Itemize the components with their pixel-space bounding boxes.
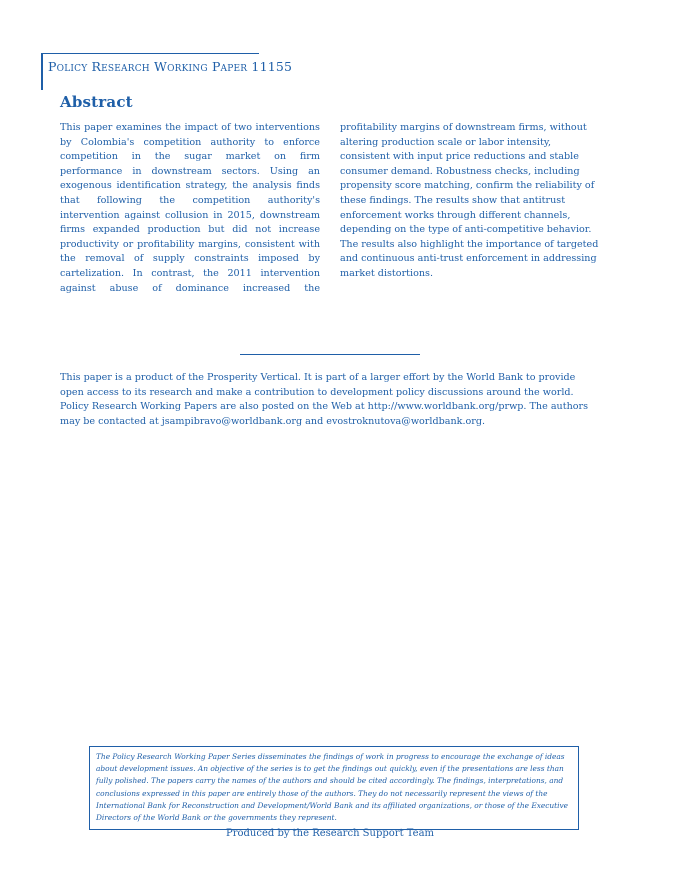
abstract-column-right: profitability margins of downstream firms, without altering production scale or labor intensity, consistent with input price reductions and stable consumer demand. Robustness checks, including propensity score matching, confirm the reliability of these findings. The results show that antitrust enforcement works through different channels, depending on the type of anti-competitive behavior. The results also highlight the importance of targeted and continuous anti-trust enforcement in addressing market distortions. bbox=[340, 122, 599, 279]
series-disclaimer: The Policy Research Working Paper Series disseminates the findings of work in progress to encourage the exchange of ideas about development issues. An objective of the series is to get the findings out quickly, even if the presentations are less than fully polished. The papers carry the names of the authors and should be cited accordingly. The findings, interpretations, and conclusions expressed in this paper are entirely those of the authors. They do not necessarily represent the views of the International Bank for Reconstruction and Development/World Bank and its affiliated organizations, or those of the Executive Directors of the World Bank or the governments they represent. bbox=[89, 746, 579, 830]
abstract-heading: Abstract bbox=[60, 93, 133, 111]
abstract-column-left: This paper examines the impact of two interventions by Colombia's competition authority to enforce competition in the sugar market on firm performance in downstream sectors. Using an exogenous identification strategy, the analysis finds that following the competition authority's intervention against collusion in 2015, downstream firms expanded production but did not increase productivity or profitability margins, consistent with the removal of supply constraints imposed by cartelization. In contrast, the 2011 intervention against abuse of dominance increased the bbox=[60, 122, 320, 294]
section-divider bbox=[240, 354, 420, 355]
series-label: Policy Research Working Paper 11155 bbox=[41, 53, 259, 90]
product-note: This paper is a product of the Prosperity Vertical. It is part of a larger effort by the World Bank to provide open access to its research and make a contribution to development policy discussions around the world. Policy Research Working Papers are also posted on the Web at http://www.worldbank.org/prwp. The authors may be contacted at jsampibravo@worldbank.org and evostroknutova@worldbank.org. bbox=[60, 372, 589, 427]
produced-by-credit: Produced by the Research Support Team bbox=[225, 828, 435, 839]
